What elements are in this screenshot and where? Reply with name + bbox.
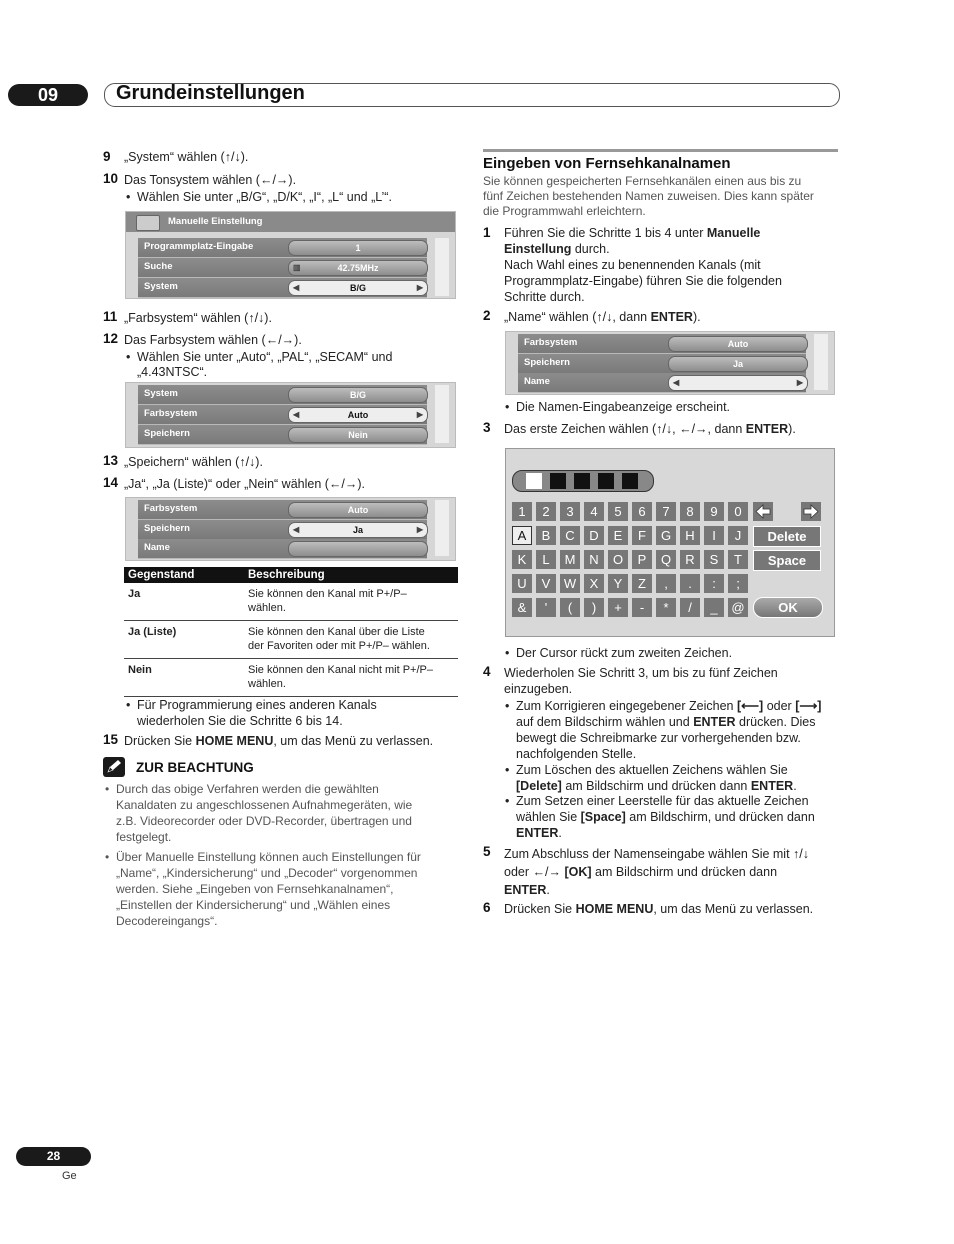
text-bold: [⟵] [736,699,764,713]
step-text: „Speichern“ wählen (↑/↓). [124,455,263,469]
step-text [504,845,844,899]
text-part: Führen Sie die Schritte 1 bis 4 unter [504,226,707,240]
cell-line: wählen. [248,602,286,614]
text-line: Zum Setzen einer Leerstelle für das aktuelle Zeichen [516,794,809,808]
osd-scrollbar [814,334,828,390]
osd-value-selected [668,375,808,391]
table-cell: Ja [124,583,244,621]
text-part: ). [692,310,701,324]
step-number: 10 [103,171,119,186]
osd-label: System [144,281,178,292]
text-bold: ENTER [745,422,789,436]
bullet-text: • Wählen Sie unter „B/G“, „D/K“, „I“, „L“ und „L’“. [137,189,392,205]
text-bold: ENTER [516,826,559,840]
search-icon: ▥ [293,263,301,272]
step-text [124,733,433,749]
keyboard-key[interactable]: : [704,574,724,593]
osd-row [518,334,806,354]
step-number: 13 [103,453,119,468]
arrow-right-icon: ▶ [416,410,423,419]
keyboard-key[interactable]: - [632,598,652,617]
keyboard-key[interactable]: ( [560,598,580,617]
keyboard-key[interactable]: , [656,574,676,593]
text-bold: [Space] [580,810,626,824]
bullet-delete [505,762,846,794]
keyboard-key[interactable]: R [680,550,700,569]
step-number: 2 [483,308,491,323]
osd-row [138,539,427,559]
note-pencil-icon [103,757,125,777]
char-slot [598,473,614,489]
cursor-left-key[interactable] [753,502,773,521]
keyboard-key[interactable]: N [584,550,604,569]
text-bold: ENTER [750,779,794,793]
osd-value [288,260,428,276]
ok-key[interactable]: OK [753,597,823,618]
text-line: Nach Wahl eines zu benennenden Kanals (mit [504,258,761,272]
text-part: wählen Sie [516,810,581,824]
name-entry-field [512,470,654,492]
osd-value-selected [288,280,428,296]
text-bold: ENTER [504,883,547,897]
text-line: Schritte durch. [504,290,585,304]
text-bold: Manuelle [706,226,761,240]
keyboard-key[interactable]: O [608,550,628,569]
text-part: durch. [571,242,610,256]
keyboard-key[interactable]: 4 [584,502,604,521]
keyboard-key[interactable]: W [560,574,580,593]
text-bold: HOME MENU [575,902,654,916]
step-number: 9 [103,149,111,164]
cell-line: Sie können den Kanal nicht mit P+/P– [248,664,433,676]
cell-line: Sie können den Kanal über die Liste [248,626,425,638]
name-input-keyboard [505,448,835,637]
text-bold: [OK] [564,865,592,879]
arrow-right-icon: ▶ [416,283,423,292]
step-number: 11 [103,309,118,324]
intro-line: die Programmwahl erleichtern. [483,204,646,218]
note-line: „Einstellen der Kindersicherung“ und „Wählen eines [116,898,391,912]
keyboard-key[interactable]: 9 [704,502,724,521]
osd-label: System [144,388,178,399]
keyboard-key[interactable]: S [704,550,724,569]
text-part: . [558,826,562,840]
arrow-left-icon: ◀ [673,378,680,387]
bullet-text: • Für Programmierung eines anderen Kanals [137,697,377,713]
char-slot [550,473,566,489]
bullet-mark: • [105,782,110,796]
cell-line: wählen. [248,678,286,690]
text-part: Das erste Zeichen wählen (↑/↓, ←/→, dann [504,422,746,436]
osd-row [138,385,427,405]
text-part: ). [788,422,796,436]
arrow-left-icon: ◀ [293,410,300,419]
bullet-mark: • [505,699,510,713]
text-line: bewegt die Schreibmarke zur vorhergehenden bzw. [516,731,801,745]
language-code: Ge [62,1170,77,1182]
keyboard-key[interactable]: D [584,526,604,545]
keyboard-key[interactable]: P [632,550,652,569]
osd-label: Farbsystem [144,503,198,514]
arrow-left-icon: ◀ [293,283,300,292]
step-number: 15 [103,732,119,747]
osd-row [138,425,427,445]
text-part: oder [763,699,796,713]
osd-header [126,212,455,232]
step-number: 14 [103,475,119,490]
step-number: 5 [483,844,491,859]
table-row [124,621,458,659]
osd-manual-setting [125,211,456,299]
osd-row [138,238,427,258]
osd-scrollbar [435,385,449,443]
osd-row [518,354,806,374]
keyboard-key[interactable]: L [536,550,556,569]
osd-label: Farbsystem [524,337,578,348]
keyboard-key[interactable]: K [512,550,532,569]
bullet-correct [505,698,846,762]
step-text [504,901,813,917]
text-line: einzugeben. [504,682,573,696]
keyboard-key[interactable]: 8 [680,502,700,521]
note-line: Durch das obige Verfahren werden die gewählten [116,782,379,796]
section-intro [483,174,843,219]
table-header-row [124,567,458,583]
step-text: Das Farbsystem wählen (←/→). [124,333,302,347]
keyboard-key[interactable]: 1 [512,502,532,521]
bullet-text: • Wählen Sie unter „Auto“, „PAL“, „SECAM“ und [137,349,392,365]
note-line: werden. Siehe „Eingeben von Fernsehkanalnamen“, [116,882,394,896]
step-text [504,309,701,325]
bullet-mark: • [505,794,510,808]
note-line: Decodereingangs“. [116,914,218,928]
osd-label: Suche [144,261,173,272]
keyboard-key[interactable]: I [704,526,724,545]
osd-value: Auto [288,502,428,518]
text-part: Drücken Sie [124,734,196,748]
keyboard-key[interactable]: @ [728,598,748,617]
osd-value [288,541,428,557]
chapter-title: Grundeinstellungen [116,82,305,104]
text-part: drücken. Dies [735,715,816,729]
osd-value-selected [288,522,428,538]
note-line: z.B. Videorecorder oder DVD-Recorder, übertragen und [116,814,412,828]
intro-line: Sie können gespeicherten Fernsehkanälen einen aus bis zu [483,174,802,188]
text-line: Zum Abschluss der Namenseingabe wählen Sie mit ↑/↓ [504,847,810,861]
text-bold: [⟶] [795,699,822,713]
step-number: 4 [483,664,491,679]
keyboard-key[interactable]: U [512,574,532,593]
bullet-text: • Die Namen-Eingabeanzeige erscheint. [516,399,730,415]
table-header: Gegenstand [124,567,244,583]
note-line: „Name“, „Kindersicherung“ und „Decoder“ vorgenommen [116,866,418,880]
step-number: 6 [483,900,491,915]
chapter-number: 09 [8,84,88,106]
keyboard-key[interactable]: C [560,526,580,545]
keyboard-key[interactable]: Y [608,574,628,593]
text-bold: HOME MENU [195,734,274,748]
text-part: Drücken Sie [504,902,576,916]
section-heading: Eingeben von Fernsehkanalnamen [483,155,731,172]
text-part: am Bildschirm, und drücken dann [625,810,815,824]
note-line: Kanaldaten zu angeschlossenen Aufnahmegeräten, wie [116,798,413,812]
arrow-right-icon: ▶ [416,525,423,534]
osd-row [138,405,427,425]
osd-row [518,373,806,393]
osd-name [505,331,835,395]
osd-value-text: Ja [352,525,363,535]
keyboard-key[interactable]: Q [656,550,676,569]
keyboard-key[interactable]: 5 [608,502,628,521]
table-row [124,659,458,697]
text-bold: Einstellung [504,242,572,256]
osd-label: Name [144,542,170,553]
step-number: 3 [483,420,491,435]
keyboard-key[interactable]: A [512,526,532,545]
arrow-right-icon: ▶ [796,378,803,387]
osd-label: Farbsystem [144,408,198,419]
keyboard-key[interactable]: F [632,526,652,545]
keyboard-key[interactable]: B [536,526,556,545]
table-row [124,583,458,621]
keyboard-key[interactable]: / [680,598,700,617]
text-line: nachfolgenden Stelle. [516,747,637,761]
page-number: 28 [16,1147,91,1166]
osd-value-text: 42.75MHz [337,263,379,273]
osd-value: Nein [288,427,428,443]
cell-line: der Favoriten oder mit P+/P– wählen. [248,640,430,652]
note-line: festgelegt. [116,830,172,844]
intro-line: fünf Zeichen bestehenden Namen zuweisen. Dies kann später [483,189,814,203]
text-part: , um das Menü zu verlassen. [273,734,434,748]
text-part: am Bildschirm und drücken dann [561,779,751,793]
osd-scrollbar [435,500,449,556]
osd-value-text: B/G [349,283,366,293]
bullet-mark: • [105,850,110,864]
osd-value-selected [288,407,428,423]
section-rule [483,149,838,152]
table-cell: Nein [124,659,244,697]
keyboard-key[interactable]: X [584,574,604,593]
keyboard-key[interactable]: 3 [560,502,580,521]
step-text [504,225,844,305]
note-title: ZUR BEACHTUNG [136,760,254,775]
osd-row [138,278,427,298]
keyboard-key[interactable]: V [536,574,556,593]
note-line: Über Manuelle Einstellung können auch Einstellungen für [116,850,421,864]
step-number: 1 [483,225,491,240]
osd-row [138,520,427,540]
osd-save [125,497,456,561]
step-text [504,665,844,697]
osd-value-text: Auto [347,410,369,420]
osd-row [138,500,427,520]
text-line: Zum Löschen des aktuellen Zeichens wählen Sie [516,763,788,777]
keyboard-key[interactable]: * [656,598,676,617]
step-text: „Farbsystem“ wählen (↑/↓). [124,311,272,325]
osd-value: Auto [668,336,808,352]
note-bullet-2 [105,849,456,929]
osd-label: Speichern [524,357,570,368]
text-line: Programmplatz-Eingabe) führen Sie die folgenden [504,274,782,288]
space-key[interactable]: Space [753,550,821,571]
osd-label: Speichern [144,523,190,534]
text-part: auf dem Bildschirm wählen und [516,715,694,729]
text-part: . [546,883,550,897]
keyboard-key[interactable]: . [680,574,700,593]
keyboard-key[interactable]: + [608,598,628,617]
delete-key[interactable]: Delete [753,526,821,547]
keyboard-key[interactable]: & [512,598,532,617]
description-table [124,567,458,697]
table-header: Beschreibung [244,567,458,583]
text-part: am Bildschirm und drücken dann [591,865,778,879]
keyboard-key[interactable]: ' [536,598,556,617]
text-part: . [793,779,797,793]
step-text: „System“ wählen (↑/↓). [124,150,249,164]
step-number: 12 [103,331,119,346]
text-bold: ENTER [650,310,693,324]
keyboard-key[interactable]: 0 [728,502,748,521]
table-cell [244,659,458,697]
text-line: Wiederholen Sie Schritt 3, um bis zu fünf Zeichen [504,666,778,680]
osd-title: Manuelle Einstellung [168,216,263,227]
step-text: Das Tonsystem wählen (←/→). [124,173,297,187]
table-cell [244,621,458,659]
keyboard-key[interactable]: ; [728,574,748,593]
keyboard-key[interactable]: 6 [632,502,652,521]
keyboard-key[interactable]: _ [704,598,724,617]
keyboard-key[interactable]: E [608,526,628,545]
keyboard-key[interactable]: ) [584,598,604,617]
text-part: Zum Korrigieren eingegebener Zeichen [516,699,737,713]
text-part: , um das Menü zu verlassen. [653,902,814,916]
text-bold: ENTER [693,715,736,729]
keyboard-key[interactable]: T [728,550,748,569]
osd-scrollbar [435,238,449,296]
osd-value: 1 [288,240,428,256]
bullet-text: • Der Cursor rückt zum zweiten Zeichen. [516,645,732,661]
osd-value: B/G [288,387,428,403]
arrow-left-icon: ◀ [293,525,300,534]
keyboard-key[interactable]: J [728,526,748,545]
osd-value: Ja [668,356,808,372]
keyboard-key[interactable]: Z [632,574,652,593]
cursor-right-key[interactable] [801,502,821,521]
osd-row [138,258,427,278]
keyboard-key[interactable]: 2 [536,502,556,521]
text-part: „Name“ wählen (↑/↓, dann [504,310,651,324]
keyboard-key[interactable]: G [656,526,676,545]
keyboard-key[interactable]: M [560,550,580,569]
cursor-slot-active [526,473,542,489]
note-bullet-1 [105,781,456,845]
keyboard-key[interactable]: H [680,526,700,545]
text-bold: [Delete] [516,779,562,793]
char-slot [574,473,590,489]
keyboard-key[interactable]: 7 [656,502,676,521]
table-cell [244,583,458,621]
osd-label: Programmplatz-Eingabe [144,241,254,252]
bullet-space [505,793,846,841]
cell-line: Sie können den Kanal mit P+/P– [248,588,407,600]
bullet-text: „4.43NTSC“. [137,365,208,379]
osd-label: Name [524,376,550,387]
osd-label: Speichern [144,428,190,439]
tv-menu-icon [136,215,160,231]
table-cell: Ja (Liste) [124,621,244,659]
text-part: oder ←/→ [504,865,565,879]
bullet-text: wiederholen Sie die Schritte 6 bis 14. [137,714,343,728]
osd-color-system [125,382,456,448]
step-text: „Ja“, „Ja (Liste)“ oder „Nein“ wählen (←/→). [124,477,366,491]
bullet-mark: • [505,763,510,777]
step-text [504,421,796,437]
char-slot [622,473,638,489]
